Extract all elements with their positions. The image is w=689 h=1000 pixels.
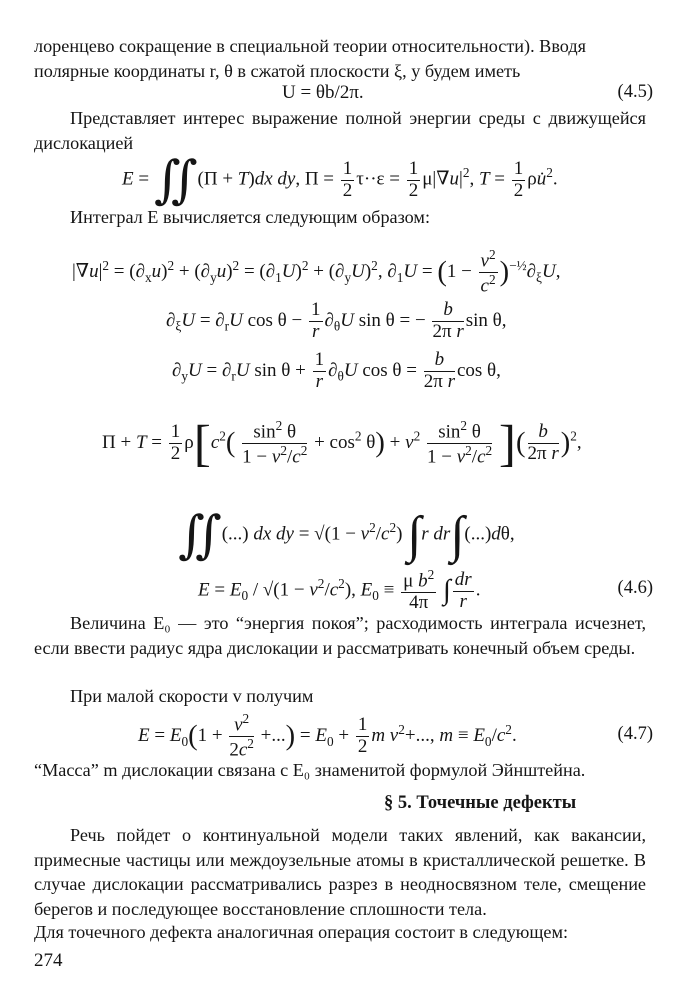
paragraph-rest-energy: Величина E₀ — это “энергия покоя”; расходимость интеграла исчезнет, если ввести радиус ядра дислокации и рассматривать конечный объем среды. [34, 613, 646, 658]
line-2: полярные координаты r, θ в сжатой плоскости ξ, y будем иметь [34, 60, 521, 81]
paragraph-1 [34, 34, 646, 83]
equation-number-4-5: (4.5) [617, 82, 653, 102]
equation-number-4-6: (4.6) [617, 578, 653, 598]
equation-dxi: $\partial_\xi U = \partial_rU$ cos θ − $\frac{1}{r}$ $\partial_\theta U$ sin θ = − $\frac{b}{\text{2π r}}$ sin θ, [166, 299, 507, 342]
line-1: лоренцево сокращение в специальной теории относительности). Вводя [34, 36, 586, 56]
equation-expansion: $E = E_0(1$ + $\frac{v^2}{2c^2}$ +...) = $E_0$ + $\frac{1}{2}$ m $v^2+$..., $m \equiv E_0/c^2$. [138, 711, 517, 761]
page-number: 274 [34, 950, 63, 971]
paragraph-mass: “Масса” m дислокации связана с E₀ знаменитой формулой Эйнштейна. [34, 760, 586, 780]
paragraph-integral: Интеграл E вычисляется следующим образом: [70, 207, 430, 227]
equation-dy: $\partial_yU = \partial_rU$ sin θ + $\frac{1}{r}$ $\partial_\theta U$ cos θ = $\frac{b}{\text{2π r}}$ cos θ, [172, 349, 501, 392]
equation-energy-integral: E = ∬(Π + T)dx dy, Π = $\frac{1}{2}$ τ··ε = $\frac{1}{2}$ $\mu|\nabla u|^2$, T = $\frac{1}{2}$ ρu̇$^2$. [122, 152, 558, 209]
equation-gradient: $|\nabla u|^2 = (\partial_xu)^2 + (\partial_yu)^2 = (\partial_1U)^2 + (\partial_yU)^2$, $\partial_1U = (1$ − $\frac{v^2}{c^2}$ )$^{-\frac{1}{2}}\partial_\xi U$, [72, 247, 561, 297]
equation-4-5: U = θb/2π. [282, 82, 364, 103]
equation-pi-plus-t: Π + T = $\frac{1}{2}$ $\rho[c^2$( $\frac{\sin^2 \theta}{1 - v^2/c^2}$ + $\cos^2 \theta) + v^2$ $\frac{\sin^2 \theta}{1 - v^2/c^2}$ ]( $\frac{b}{\text{2π r}}$ )$^2$, [102, 415, 582, 472]
equation-e0: $E = E_0 / √(1 - v^2/c^2)$, $E_0$ ≡ $\frac{\mu b^2}{4\pi}$ ∫ $\frac{dr}{r}$ . [198, 567, 481, 614]
paragraph-point-defects: Речь пойдет о континуальной модели таких явлений, как вакансии, примесные частицы или междоузельные атомы в кристаллической решетке. В случае дислокации рассматривались разрез в неодносвязном теле, смещение берегов и последующее восстановление сплошности тела. [34, 825, 646, 919]
paragraph-energy: Представляет интерес выражение полной энергии среды с движущейся дислокацией [34, 108, 646, 153]
equation-integral-split: ∬(...) dx dy = $√(1 - v^2/c^2)$ ∫r dr∫(...)dθ, [178, 506, 515, 564]
equation-number-4-7: (4.7) [617, 724, 653, 744]
paragraph-low-speed: При малой скорости v получим [70, 686, 314, 706]
section-heading: § 5. Точечные дефекты [384, 793, 577, 813]
paragraph-operation: Для точечного дефекта аналогичная операция состоит в следующем: [34, 922, 569, 942]
